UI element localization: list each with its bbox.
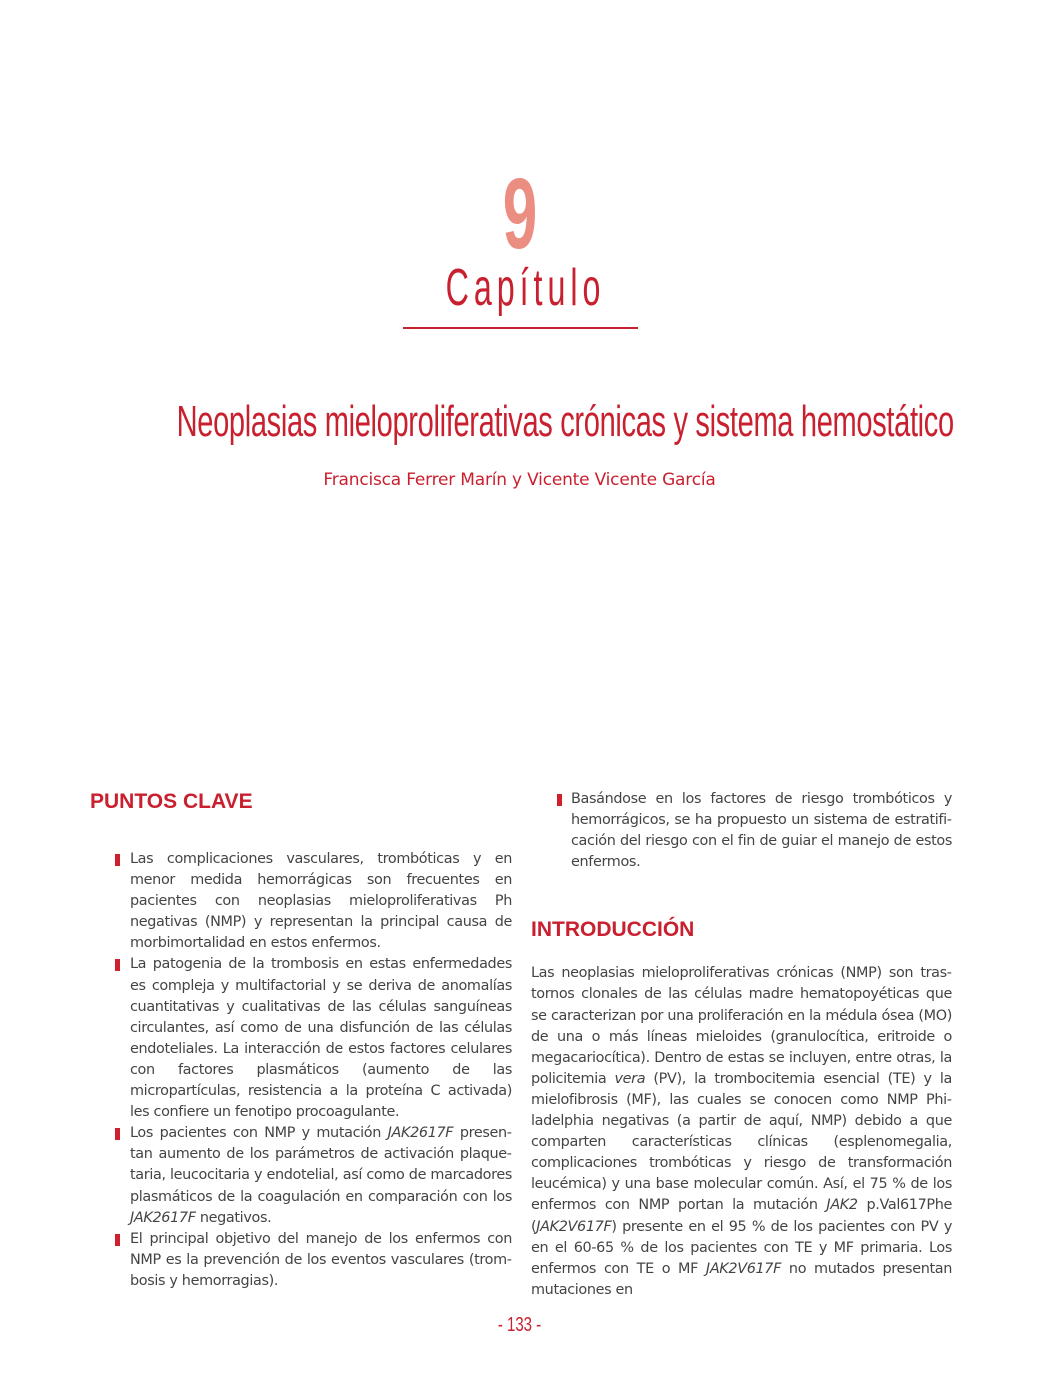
key-point-item xyxy=(90,1123,512,1228)
page-number: - 133 - xyxy=(497,1314,542,1336)
introduction-heading: INTRODUCCIÓN xyxy=(531,918,695,942)
bullet-marker-icon xyxy=(115,1234,120,1246)
chapter-label: Capítulo xyxy=(445,259,606,317)
text-run: p.Val617Phe ( xyxy=(531,1197,953,1235)
key-point-item xyxy=(90,954,512,1123)
authors: Francisca Ferrer Marín y Vicente Vicente García xyxy=(323,470,716,490)
introduction-paragraph xyxy=(531,963,952,1301)
text-run: (PV), la trombocitemia esencial (TE) y la mielofibrosis (MF), las cuales se conocen como NMP Philadelphia negativas (a partir de aquí, NMP) debido a que comparten características clínicas (esplenomegalia, complicaciones trombóticas y riesgo de transformación leucémica) y una base molecular común. Así, el 75 % de los enfermos con NMP portan la mutación xyxy=(531,1070,952,1214)
bullet-marker-icon xyxy=(115,1128,120,1140)
text-run: Basándose en los factores de riesgo trombóticos y hemorrágicos, se ha propuesto un sistema de estratificación del riesgo con el fin de guiar el manejo de estos enfermos. xyxy=(571,791,952,871)
key-point-text xyxy=(130,851,512,951)
italic-term: JAK2617F xyxy=(130,1209,196,1226)
text-run: Las complicaciones vasculares, trombóticas y en menor medida hemorrágicas son frecuentes en pacientes con neoplasias mieloproliferativas Ph negativas (NMP) y representan la principal causa de morbimortalidad en estos enfermos. xyxy=(130,851,512,952)
chapter-divider xyxy=(403,327,638,329)
italic-term: JAK2V617F xyxy=(705,1260,782,1277)
text-run: La patogenia de la trombosis en estas enfermedades es compleja y multifactorial y se deriva de anomalías cuantitativas y cualitativas de las células sanguíneas circulantes, así como de una disfunción de las células endoteliales. La interacción de estos factores celulares con factores plasmáticos (aumento de las micropartículas, resistencia a la proteína C activada) les confiere un fenotipo procoagulante. xyxy=(130,956,512,1121)
key-point-text xyxy=(130,1231,512,1289)
italic-term: JAK2V617F xyxy=(536,1218,612,1235)
key-point-text xyxy=(130,956,512,1120)
text-run: no mutados presentan mutaciones en xyxy=(531,1260,952,1298)
right-column xyxy=(531,789,952,1301)
key-point-item xyxy=(90,849,512,954)
chapter-heading xyxy=(400,158,640,332)
text-run: El principal objetivo del manejo de los enfermos con NMP es la prevención de los eventos vasculares (trombosis y hemorragias). xyxy=(130,1230,512,1289)
key-points-list xyxy=(90,849,512,1292)
italic-term: JAK2617F xyxy=(387,1125,454,1142)
bullet-marker-icon xyxy=(115,854,120,866)
key-point-item xyxy=(90,1229,512,1292)
italic-term: JAK2 xyxy=(826,1197,858,1214)
text-run: Las neoplasias mieloproliferativas crónicas (NMP) son trastornos clonales de las células madre hematopoyéticas que se caracterizan por una proliferación en la médula ósea (MO) de una o más líneas mieloides (granulocítica, eritroide o megacariocítica). Dentro de estas se incluyen, entre otras, la policitemia xyxy=(531,965,952,1087)
key-points-heading: PUNTOS CLAVE xyxy=(90,790,253,813)
key-points-list-continued xyxy=(531,789,952,873)
italic-term: vera xyxy=(614,1070,646,1087)
key-point-text xyxy=(571,791,952,870)
text-run: negativos. xyxy=(195,1209,272,1226)
page-title: Neoplasias mieloproliferativas crónicas y sistema hemostático xyxy=(176,397,954,446)
key-point-text xyxy=(130,1125,512,1225)
key-point-item xyxy=(531,789,952,873)
bullet-marker-icon xyxy=(557,794,562,806)
left-column xyxy=(90,789,512,1292)
text-run: ) presente en el 95 % de los pacientes con PV y en el 60-65 % de los pacientes con TE y MF primaria. Los enfermos con TE o MF xyxy=(531,1218,952,1277)
text-run: Los pacientes con NMP y mutación xyxy=(130,1125,388,1142)
bullet-marker-icon xyxy=(115,959,120,971)
chapter-number: 9 xyxy=(502,158,538,270)
text-run: presentan aumento de los parámetros de activación plaquetaria, leucocitaria y endotelial, así como de marcadores plasmáticos de la coagulación en comparación con los xyxy=(130,1125,512,1205)
